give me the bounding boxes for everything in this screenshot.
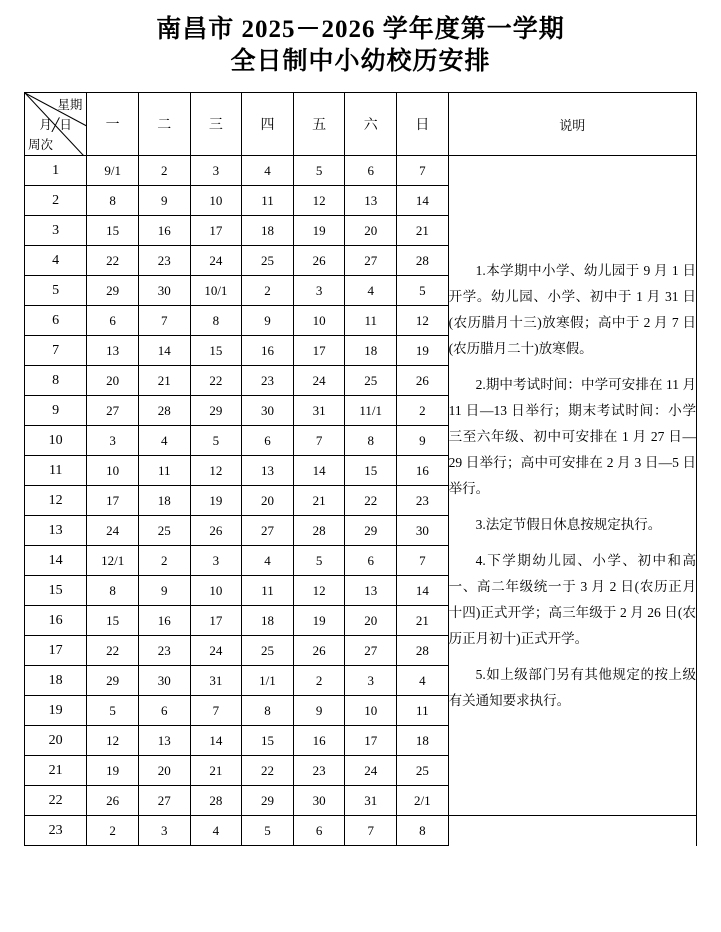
date-cell: 3 bbox=[87, 426, 139, 456]
notes-header: 说明 bbox=[448, 93, 696, 156]
date-cell: 21 bbox=[293, 486, 345, 516]
date-cell: 17 bbox=[345, 726, 397, 756]
date-cell: 6 bbox=[345, 156, 397, 186]
date-cell: 11 bbox=[397, 696, 449, 726]
date-cell: 22 bbox=[242, 756, 294, 786]
date-cell: 20 bbox=[87, 366, 139, 396]
date-cell: 12 bbox=[293, 576, 345, 606]
date-cell: 10 bbox=[87, 456, 139, 486]
note-paragraph: 4.下学期幼儿园、小学、初中和高一、高二年级统一于 3 月 2 日(农历正月十四)正式开学；高三年级于 2 月 26 日(农历正月初十)正式开学。 bbox=[448, 552, 696, 646]
date-cell: 20 bbox=[138, 756, 190, 786]
date-cell: 17 bbox=[190, 606, 242, 636]
week-number-cell: 16 bbox=[25, 606, 87, 636]
date-cell: 20 bbox=[345, 216, 397, 246]
note-paragraph: 2.期中考试时间：中学可安排在 11 月 11 日—13 日举行；期末考试时间：小学三至六年级、初中可安排在 1 月 27 日—29 日举行；高中可安排在 2 月 3 日—5 日举行。 bbox=[448, 376, 696, 496]
week-number-cell: 3 bbox=[25, 216, 87, 246]
week-number-cell: 10 bbox=[25, 426, 87, 456]
week-number-cell: 14 bbox=[25, 546, 87, 576]
date-cell: 27 bbox=[345, 636, 397, 666]
week-number-cell: 6 bbox=[25, 306, 87, 336]
day-header-thu: 四 bbox=[242, 93, 294, 156]
date-cell: 20 bbox=[345, 606, 397, 636]
date-cell: 11 bbox=[138, 456, 190, 486]
date-cell: 21 bbox=[397, 606, 449, 636]
date-cell: 23 bbox=[242, 366, 294, 396]
date-cell: 12/1 bbox=[87, 546, 139, 576]
date-cell: 31 bbox=[293, 396, 345, 426]
date-cell: 25 bbox=[345, 366, 397, 396]
corner-label-weekno: 周次 bbox=[28, 138, 54, 152]
date-cell: 2 bbox=[87, 816, 139, 846]
date-cell: 5 bbox=[87, 696, 139, 726]
date-cell: 30 bbox=[138, 666, 190, 696]
date-cell: 23 bbox=[397, 486, 449, 516]
day-header-sun: 日 bbox=[397, 93, 449, 156]
date-cell: 6 bbox=[138, 696, 190, 726]
date-cell: 17 bbox=[293, 336, 345, 366]
date-cell: 9 bbox=[138, 576, 190, 606]
date-cell: 14 bbox=[293, 456, 345, 486]
date-cell: 3 bbox=[138, 816, 190, 846]
date-cell: 13 bbox=[87, 336, 139, 366]
date-cell: 26 bbox=[190, 516, 242, 546]
week-number-cell: 17 bbox=[25, 636, 87, 666]
date-cell: 4 bbox=[190, 816, 242, 846]
date-cell: 23 bbox=[138, 246, 190, 276]
date-cell: 22 bbox=[87, 636, 139, 666]
date-cell: 14 bbox=[397, 576, 449, 606]
date-cell: 11 bbox=[345, 306, 397, 336]
date-cell: 4 bbox=[345, 276, 397, 306]
week-number-cell: 12 bbox=[25, 486, 87, 516]
date-cell: 10 bbox=[190, 186, 242, 216]
date-cell: 18 bbox=[397, 726, 449, 756]
week-number-cell: 22 bbox=[25, 786, 87, 816]
date-cell: 8 bbox=[87, 576, 139, 606]
notes-cell bbox=[448, 156, 696, 816]
date-cell: 19 bbox=[190, 486, 242, 516]
date-cell: 15 bbox=[242, 726, 294, 756]
date-cell: 28 bbox=[138, 396, 190, 426]
date-cell: 26 bbox=[87, 786, 139, 816]
table-row bbox=[25, 816, 697, 846]
date-cell: 8 bbox=[190, 306, 242, 336]
date-cell: 13 bbox=[345, 576, 397, 606]
date-cell: 21 bbox=[190, 756, 242, 786]
date-cell: 28 bbox=[397, 636, 449, 666]
day-header-mon: 一 bbox=[87, 93, 139, 156]
date-cell: 15 bbox=[190, 336, 242, 366]
date-cell: 16 bbox=[138, 606, 190, 636]
date-cell: 25 bbox=[138, 516, 190, 546]
date-cell: 9 bbox=[242, 306, 294, 336]
date-cell: 2 bbox=[397, 396, 449, 426]
date-cell: 6 bbox=[87, 306, 139, 336]
date-cell: 24 bbox=[345, 756, 397, 786]
date-cell: 13 bbox=[242, 456, 294, 486]
date-cell: 29 bbox=[190, 396, 242, 426]
date-cell: 6 bbox=[345, 546, 397, 576]
date-cell: 13 bbox=[345, 186, 397, 216]
date-cell: 17 bbox=[190, 216, 242, 246]
date-cell: 7 bbox=[397, 156, 449, 186]
note-paragraph: 5.如上级部门另有其他规定的按上级有关通知要求执行。 bbox=[448, 666, 696, 708]
date-cell: 2 bbox=[138, 546, 190, 576]
date-cell: 5 bbox=[293, 156, 345, 186]
table-body bbox=[25, 156, 697, 846]
notes-spacer-cell bbox=[448, 816, 696, 846]
corner-label-week: 星期 bbox=[57, 98, 83, 112]
date-cell: 9 bbox=[138, 186, 190, 216]
date-cell: 7 bbox=[397, 546, 449, 576]
date-cell: 5 bbox=[242, 816, 294, 846]
date-cell: 2 bbox=[242, 276, 294, 306]
date-cell: 28 bbox=[190, 786, 242, 816]
page-title bbox=[0, 14, 721, 78]
date-cell: 26 bbox=[293, 636, 345, 666]
date-cell: 5 bbox=[190, 426, 242, 456]
date-cell: 31 bbox=[345, 786, 397, 816]
date-cell: 8 bbox=[397, 816, 449, 846]
date-cell: 29 bbox=[87, 276, 139, 306]
date-cell: 29 bbox=[242, 786, 294, 816]
date-cell: 24 bbox=[87, 516, 139, 546]
date-cell: 4 bbox=[138, 426, 190, 456]
date-cell: 8 bbox=[87, 186, 139, 216]
week-number-cell: 20 bbox=[25, 726, 87, 756]
date-cell: 10 bbox=[190, 576, 242, 606]
day-header-wed: 三 bbox=[190, 93, 242, 156]
date-cell: 4 bbox=[242, 156, 294, 186]
date-cell: 31 bbox=[190, 666, 242, 696]
date-cell: 2/1 bbox=[397, 786, 449, 816]
day-header-fri: 五 bbox=[293, 93, 345, 156]
day-header-tue: 二 bbox=[138, 93, 190, 156]
date-cell: 22 bbox=[87, 246, 139, 276]
date-cell: 12 bbox=[87, 726, 139, 756]
week-number-cell: 18 bbox=[25, 666, 87, 696]
date-cell: 25 bbox=[397, 756, 449, 786]
date-cell: 18 bbox=[242, 606, 294, 636]
table-row bbox=[25, 156, 697, 186]
date-cell: 12 bbox=[293, 186, 345, 216]
calendar-table-wrapper bbox=[24, 92, 697, 846]
date-cell: 3 bbox=[345, 666, 397, 696]
school-calendar-table bbox=[24, 92, 697, 846]
date-cell: 9 bbox=[397, 426, 449, 456]
date-cell: 23 bbox=[138, 636, 190, 666]
week-number-cell: 4 bbox=[25, 246, 87, 276]
date-cell: 11 bbox=[242, 576, 294, 606]
date-cell: 30 bbox=[138, 276, 190, 306]
date-cell: 19 bbox=[397, 336, 449, 366]
week-number-cell: 19 bbox=[25, 696, 87, 726]
date-cell: 30 bbox=[242, 396, 294, 426]
date-cell: 16 bbox=[397, 456, 449, 486]
date-cell: 7 bbox=[138, 306, 190, 336]
day-header-sat: 六 bbox=[345, 93, 397, 156]
week-number-cell: 5 bbox=[25, 276, 87, 306]
date-cell: 27 bbox=[138, 786, 190, 816]
date-cell: 10 bbox=[293, 306, 345, 336]
date-cell: 11 bbox=[242, 186, 294, 216]
title-line-1: 南昌市 2025－2026 学年度第一学期 bbox=[156, 16, 565, 43]
corner-label-month-day: 月╱日 bbox=[39, 118, 72, 132]
date-cell: 24 bbox=[190, 246, 242, 276]
date-cell: 23 bbox=[293, 756, 345, 786]
calendar-page bbox=[0, 14, 721, 932]
date-cell: 18 bbox=[138, 486, 190, 516]
date-cell: 10 bbox=[345, 696, 397, 726]
week-number-cell: 21 bbox=[25, 756, 87, 786]
date-cell: 15 bbox=[87, 606, 139, 636]
date-cell: 22 bbox=[345, 486, 397, 516]
date-cell: 2 bbox=[293, 666, 345, 696]
date-cell: 19 bbox=[293, 216, 345, 246]
corner-header-cell bbox=[25, 93, 87, 156]
note-paragraph: 3.法定节假日休息按规定执行。 bbox=[475, 516, 662, 532]
week-number-cell: 7 bbox=[25, 336, 87, 366]
date-cell: 7 bbox=[345, 816, 397, 846]
date-cell: 19 bbox=[293, 606, 345, 636]
date-cell: 15 bbox=[345, 456, 397, 486]
date-cell: 7 bbox=[293, 426, 345, 456]
date-cell: 5 bbox=[397, 276, 449, 306]
week-number-cell: 9 bbox=[25, 396, 87, 426]
date-cell: 16 bbox=[138, 216, 190, 246]
date-cell: 27 bbox=[345, 246, 397, 276]
date-cell: 26 bbox=[293, 246, 345, 276]
week-number-cell: 2 bbox=[25, 186, 87, 216]
date-cell: 18 bbox=[345, 336, 397, 366]
date-cell: 27 bbox=[242, 516, 294, 546]
date-cell: 26 bbox=[397, 366, 449, 396]
date-cell: 21 bbox=[397, 216, 449, 246]
week-number-cell: 15 bbox=[25, 576, 87, 606]
date-cell: 16 bbox=[242, 336, 294, 366]
date-cell: 4 bbox=[397, 666, 449, 696]
week-number-cell: 8 bbox=[25, 366, 87, 396]
date-cell: 30 bbox=[293, 786, 345, 816]
date-cell: 27 bbox=[87, 396, 139, 426]
date-cell: 9 bbox=[293, 696, 345, 726]
date-cell: 11/1 bbox=[345, 396, 397, 426]
date-cell: 21 bbox=[138, 366, 190, 396]
date-cell: 20 bbox=[242, 486, 294, 516]
date-cell: 7 bbox=[190, 696, 242, 726]
date-cell: 9/1 bbox=[87, 156, 139, 186]
date-cell: 30 bbox=[397, 516, 449, 546]
date-cell: 1/1 bbox=[242, 666, 294, 696]
week-number-cell: 1 bbox=[25, 156, 87, 186]
title-line-2: 全日制中小幼校历安排 bbox=[230, 48, 491, 75]
date-cell: 3 bbox=[190, 546, 242, 576]
date-cell: 22 bbox=[190, 366, 242, 396]
date-cell: 18 bbox=[242, 216, 294, 246]
date-cell: 15 bbox=[87, 216, 139, 246]
date-cell: 14 bbox=[190, 726, 242, 756]
date-cell: 3 bbox=[293, 276, 345, 306]
date-cell: 4 bbox=[242, 546, 294, 576]
date-cell: 6 bbox=[293, 816, 345, 846]
week-number-cell: 13 bbox=[25, 516, 87, 546]
date-cell: 12 bbox=[190, 456, 242, 486]
date-cell: 13 bbox=[138, 726, 190, 756]
date-cell: 29 bbox=[345, 516, 397, 546]
date-cell: 8 bbox=[242, 696, 294, 726]
date-cell: 8 bbox=[345, 426, 397, 456]
date-cell: 12 bbox=[397, 306, 449, 336]
date-cell: 28 bbox=[293, 516, 345, 546]
date-cell: 17 bbox=[87, 486, 139, 516]
date-cell: 16 bbox=[293, 726, 345, 756]
date-cell: 25 bbox=[242, 246, 294, 276]
date-cell: 14 bbox=[138, 336, 190, 366]
table-header-row bbox=[25, 93, 697, 156]
note-paragraph: 1.本学期中小学、幼儿园于 9 月 1 日开学。幼儿园、小学、初中于 1 月 31 日(农历腊月十三)放寒假；高中于 2 月 7 日(农历腊月二十)放寒假。 bbox=[448, 262, 696, 356]
date-cell: 3 bbox=[190, 156, 242, 186]
date-cell: 25 bbox=[242, 636, 294, 666]
date-cell: 5 bbox=[293, 546, 345, 576]
date-cell: 29 bbox=[87, 666, 139, 696]
date-cell: 19 bbox=[87, 756, 139, 786]
week-number-cell: 23 bbox=[25, 816, 87, 846]
date-cell: 10/1 bbox=[190, 276, 242, 306]
date-cell: 28 bbox=[397, 246, 449, 276]
date-cell: 14 bbox=[397, 186, 449, 216]
date-cell: 24 bbox=[190, 636, 242, 666]
date-cell: 24 bbox=[293, 366, 345, 396]
week-number-cell: 11 bbox=[25, 456, 87, 486]
date-cell: 6 bbox=[242, 426, 294, 456]
date-cell: 2 bbox=[138, 156, 190, 186]
